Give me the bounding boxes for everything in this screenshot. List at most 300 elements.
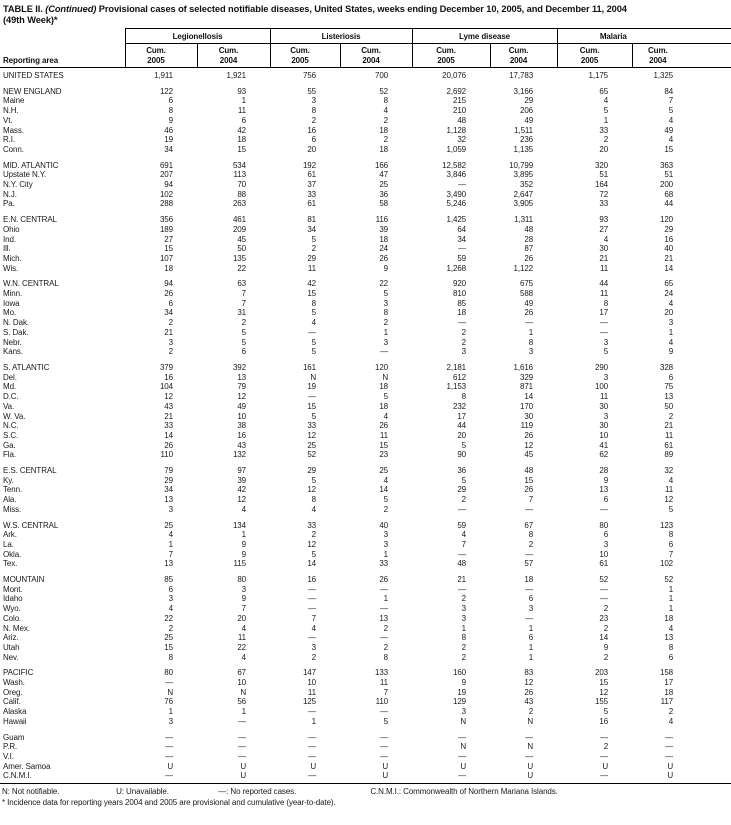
cell-listeriosis-cum-2005: 4 (311, 318, 317, 328)
cell-lyme-disease-cum-2004: 1,616 (513, 362, 534, 372)
cell-lyme-disease-cum-2005: 210 (452, 106, 467, 116)
cell-malaria-cum-2004: 20 (664, 308, 674, 318)
cell-listeriosis-cum-2005: 8 (311, 106, 317, 116)
row-label: S. ATLANTIC (3, 362, 50, 372)
cell-legionellosis-cum-2004: 20 (237, 613, 247, 623)
col-header-malaria-cum-2004: Cum. 2004 (632, 44, 731, 68)
cell-listeriosis-cum-2005: 4 (311, 623, 317, 633)
col-header-lyme-disease-cum-2005: Cum. 2005 (412, 44, 490, 68)
cell-malaria-cum-2005: 28 (599, 466, 609, 476)
cell-malaria-cum-2004: 65 (664, 279, 674, 289)
cell-malaria-cum-2004: 18 (664, 687, 674, 697)
cell-malaria-cum-2005: 6 (603, 530, 609, 540)
cell-malaria-cum-2004: 49 (664, 125, 674, 135)
table-row-s-dak (0, 328, 731, 338)
cell-listeriosis-cum-2005: 5 (311, 234, 317, 244)
cell-legionellosis-cum-2005: 8 (168, 652, 173, 662)
table-title-label: TABLE II. (3, 4, 43, 14)
cell-legionellosis-cum-2005: 76 (164, 697, 173, 707)
cell-listeriosis-cum-2004: — (380, 707, 389, 717)
row-label: Mass. (3, 125, 24, 135)
row-label: N.C. (3, 421, 19, 431)
row-label: Wyo. (3, 604, 21, 614)
cell-listeriosis-cum-2005: 20 (307, 144, 317, 154)
cell-listeriosis-cum-2004: 4 (383, 106, 389, 116)
cell-malaria-cum-2004: 200 (659, 180, 674, 190)
table-row-utah (0, 643, 731, 653)
cell-listeriosis-cum-2004: 2 (383, 318, 389, 328)
cell-legionellosis-cum-2005: 4 (168, 604, 173, 614)
cell-legionellosis-cum-2004: 22 (237, 263, 247, 273)
cell-lyme-disease-cum-2004: 588 (519, 289, 534, 299)
row-label: Ind. (3, 234, 16, 244)
cell-malaria-cum-2005: 52 (599, 575, 609, 585)
cell-legionellosis-cum-2004: 16 (237, 430, 247, 440)
cell-lyme-disease-cum-2004: 57 (524, 559, 534, 569)
cell-legionellosis-cum-2005: 34 (164, 144, 173, 154)
cell-lyme-disease-cum-2005: — (458, 504, 467, 514)
cell-malaria-cum-2005: 5 (603, 106, 609, 116)
cell-malaria-cum-2004: 17 (664, 678, 674, 688)
cell-listeriosis-cum-2004: 2 (383, 135, 389, 145)
cell-listeriosis-cum-2005: 5 (311, 475, 317, 485)
cell-lyme-disease-cum-2005: 1,128 (446, 125, 467, 135)
cell-legionellosis-cum-2004: 5 (241, 337, 247, 347)
cell-legionellosis-cum-2004: 88 (237, 189, 247, 199)
row-label: Ark. (3, 530, 17, 540)
cell-legionellosis-cum-2004: 209 (232, 224, 247, 234)
cell-lyme-disease-cum-2005: 59 (457, 520, 467, 530)
table-row-mass (0, 126, 731, 136)
cell-listeriosis-cum-2005: 33 (307, 421, 317, 431)
col-header-malaria-cum-2005: Cum. 2005 (557, 44, 632, 68)
table-row-w-va (0, 412, 731, 422)
row-label: Nev. (3, 652, 19, 662)
table-row-tenn (0, 485, 731, 495)
cell-lyme-disease-cum-2004: 12 (524, 440, 534, 450)
cell-listeriosis-cum-2004: 3 (383, 530, 389, 540)
cell-listeriosis-cum-2005: 34 (307, 224, 317, 234)
cell-legionellosis-cum-2004: 461 (232, 215, 247, 225)
cell-listeriosis-cum-2005: 2 (311, 115, 317, 125)
row-label: MOUNTAIN (3, 575, 45, 585)
cell-listeriosis-cum-2005: — (308, 752, 317, 761)
cell-legionellosis-cum-2005: 22 (164, 613, 173, 623)
cell-listeriosis-cum-2004: 1 (383, 549, 389, 559)
cell-malaria-cum-2004: 12 (664, 495, 674, 505)
cell-lyme-disease-cum-2005: 2,181 (446, 362, 467, 372)
cell-malaria-cum-2005: 203 (594, 668, 609, 678)
row-label: Tenn. (3, 485, 23, 495)
cell-legionellosis-cum-2004: U (240, 761, 247, 771)
cell-lyme-disease-cum-2004: 49 (524, 115, 534, 125)
cell-malaria-cum-2005: 16 (599, 716, 609, 726)
cell-lyme-disease-cum-2004: 6 (528, 633, 534, 643)
cell-legionellosis-cum-2005: — (125, 771, 197, 783)
cell-lyme-disease-cum-2004: 6 (528, 594, 534, 604)
row-label: Va. (3, 401, 15, 411)
row-label: Ariz. (3, 633, 19, 643)
cell-listeriosis-cum-2005: 5 (311, 549, 317, 559)
cell-legionellosis-cum-2004: 31 (237, 308, 247, 318)
row-label: Amer. Samoa (3, 761, 51, 771)
cell-listeriosis-cum-2005: 2 (311, 244, 317, 254)
cell-listeriosis-cum-2004: 33 (379, 559, 389, 569)
cell-lyme-disease-cum-2004: 236 (519, 135, 534, 145)
table-row-ky (0, 476, 731, 486)
row-label: W.S. CENTRAL (3, 520, 59, 530)
cell-lyme-disease-cum-2005: 29 (457, 485, 467, 495)
cell-lyme-disease-cum-2004: 3 (528, 604, 534, 614)
cell-listeriosis-cum-2005: 81 (307, 215, 317, 225)
cell-malaria-cum-2004: 6 (668, 372, 674, 382)
cell-listeriosis-cum-2004: 18 (379, 382, 389, 392)
cell-legionellosis-cum-2005: 21 (164, 327, 173, 337)
cell-listeriosis-cum-2004: 23 (379, 450, 389, 460)
cell-malaria-cum-2005: — (600, 318, 609, 328)
cell-lyme-disease-cum-2004: 29 (524, 96, 534, 106)
cell-listeriosis-cum-2004: 4 (383, 411, 389, 421)
cell-lyme-disease-cum-2005: 1 (461, 623, 467, 633)
table-row-ga (0, 441, 731, 451)
cell-malaria-cum-2004: 11 (664, 430, 674, 440)
cell-malaria-cum-2005: 13 (599, 485, 609, 495)
cell-lyme-disease-cum-2005: 1,425 (446, 215, 467, 225)
row-label: Mont. (3, 584, 23, 594)
cell-listeriosis-cum-2004: 18 (379, 125, 389, 135)
cell-lyme-disease-cum-2005: 36 (457, 466, 467, 476)
cell-legionellosis-cum-2004: 135 (232, 253, 247, 263)
cell-lyme-disease-cum-2004: 43 (524, 697, 534, 707)
cell-listeriosis-cum-2004: 2 (383, 623, 389, 633)
row-label: S.C. (3, 430, 19, 440)
cell-listeriosis-cum-2005: 16 (307, 125, 317, 135)
table-row-minn (0, 289, 731, 299)
table-header (0, 29, 731, 68)
row-label: NEW ENGLAND (3, 86, 62, 96)
table-row-va (0, 402, 731, 412)
cell-listeriosis-cum-2005: 5 (311, 411, 317, 421)
cell-malaria-cum-2004: 50 (664, 401, 674, 411)
cell-lyme-disease-cum-2004: — (525, 584, 534, 594)
cell-legionellosis-cum-2004: 1,921 (226, 71, 247, 80)
cell-legionellosis-cum-2005: — (165, 678, 173, 688)
cell-malaria-cum-2005: 9 (603, 475, 609, 485)
cell-listeriosis-cum-2004: 52 (379, 86, 389, 96)
cell-malaria-cum-2004: 7 (668, 96, 674, 106)
cell-legionellosis-cum-2004: — (238, 752, 247, 761)
table-row-v-i (0, 752, 731, 762)
cell-listeriosis-cum-2005: — (270, 771, 340, 783)
cell-legionellosis-cum-2005: 6 (168, 298, 173, 308)
cell-listeriosis-cum-2005: 7 (311, 613, 317, 623)
cell-listeriosis-cum-2004: 24 (379, 244, 389, 254)
cell-malaria-cum-2004: 14 (664, 263, 674, 273)
legend-not-notifiable: N: Not notifiable. (2, 787, 60, 797)
cell-legionellosis-cum-2004: 9 (241, 549, 247, 559)
cell-malaria-cum-2005: 3 (603, 337, 609, 347)
cell-malaria-cum-2005: 11 (599, 289, 609, 299)
cell-lyme-disease-cum-2004: 28 (524, 234, 534, 244)
cell-malaria-cum-2004: 32 (664, 466, 674, 476)
cell-legionellosis-cum-2004: 4 (241, 504, 247, 514)
cell-malaria-cum-2004: — (665, 742, 674, 752)
cell-listeriosis-cum-2005: 5 (311, 308, 317, 318)
cell-lyme-disease-cum-2005: 1,153 (446, 382, 467, 392)
cell-malaria-cum-2005: — (600, 584, 609, 594)
cell-listeriosis-cum-2004: 3 (383, 298, 389, 308)
cell-listeriosis-cum-2004: 2 (383, 642, 389, 652)
cell-malaria-cum-2004: 4 (668, 115, 674, 125)
cell-legionellosis-cum-2005: 16 (164, 372, 173, 382)
row-label: N.H. (3, 106, 19, 116)
cell-lyme-disease-cum-2004: 45 (524, 450, 534, 460)
cell-legionellosis-cum-2004: 49 (237, 401, 247, 411)
cell-malaria-cum-2005: 30 (599, 421, 609, 431)
table-row-maine (0, 96, 731, 106)
table-row-tex (0, 559, 731, 569)
cell-lyme-disease-cum-2004: 48 (524, 224, 534, 234)
cell-listeriosis-cum-2005: — (308, 707, 317, 717)
col-header-legionellosis-cum-2005: Cum. 2005 (125, 44, 197, 68)
cell-listeriosis-cum-2004: 1 (383, 327, 389, 337)
row-label: Colo. (3, 613, 22, 623)
legend-unavailable: U: Unavailable. (116, 787, 169, 797)
row-label: N. Dak. (3, 318, 29, 328)
row-label: Idaho (3, 594, 23, 604)
cell-listeriosis-cum-2005: 12 (307, 485, 317, 495)
cell-listeriosis-cum-2005: 33 (307, 189, 317, 199)
cell-listeriosis-cum-2005: 5 (311, 347, 317, 357)
cell-listeriosis-cum-2004: N (382, 372, 389, 382)
cell-malaria-cum-2004: 5 (668, 504, 674, 514)
row-label: Tex. (3, 559, 18, 569)
row-label: N.Y. City (3, 180, 33, 190)
cell-malaria-cum-2004: — (665, 752, 674, 761)
cell-listeriosis-cum-2005: 2 (311, 530, 317, 540)
cell-lyme-disease-cum-2005: 34 (457, 234, 467, 244)
cell-listeriosis-cum-2004: — (380, 633, 389, 643)
table-row-calif (0, 697, 731, 707)
cell-legionellosis-cum-2004: 12 (237, 392, 247, 402)
cell-listeriosis-cum-2004: 40 (379, 520, 389, 530)
cell-legionellosis-cum-2005: 288 (159, 199, 173, 209)
row-label: Maine (3, 96, 25, 106)
row-label: Ga. (3, 440, 16, 450)
table-row-s-c (0, 431, 731, 441)
cell-listeriosis-cum-2005: 14 (307, 559, 317, 569)
cell-listeriosis-cum-2005: 3 (311, 96, 317, 106)
col-header-legionellosis-cum-2004: Cum. 2004 (197, 44, 270, 68)
cell-lyme-disease-cum-2004: 1 (528, 327, 534, 337)
cell-legionellosis-cum-2004: 10 (237, 678, 247, 688)
cell-listeriosis-cum-2004: 3 (383, 337, 389, 347)
cell-legionellosis-cum-2004: 97 (237, 466, 247, 476)
cell-legionellosis-cum-2004: 18 (237, 135, 247, 145)
cell-malaria-cum-2005: 33 (599, 125, 609, 135)
cell-malaria-cum-2004: 4 (668, 298, 674, 308)
cell-listeriosis-cum-2005: U (310, 761, 317, 771)
row-label: Del. (3, 372, 17, 382)
table-row-idaho (0, 594, 731, 604)
cell-legionellosis-cum-2004: 7 (241, 289, 247, 299)
cell-lyme-disease-cum-2004: U (527, 761, 534, 771)
cell-lyme-disease-cum-2005: 3,490 (446, 189, 467, 199)
cell-lyme-disease-cum-2005: U (460, 761, 467, 771)
cell-listeriosis-cum-2004: 25 (379, 180, 389, 190)
table-row-new-england (0, 81, 731, 97)
cell-legionellosis-cum-2004: 113 (233, 170, 247, 180)
cell-lyme-disease-cum-2005: 7 (461, 539, 467, 549)
cell-legionellosis-cum-2004: 6 (241, 115, 247, 125)
cell-malaria-cum-2004: 6 (668, 539, 674, 549)
row-label: La. (3, 539, 14, 549)
cell-legionellosis-cum-2005: 2 (168, 318, 173, 328)
cell-legionellosis-cum-2004: 6 (241, 347, 247, 357)
row-label: Miss. (3, 504, 22, 514)
cell-lyme-disease-cum-2004: 675 (519, 279, 534, 289)
cell-legionellosis-cum-2005: 3 (168, 716, 173, 726)
cell-lyme-disease-cum-2004: 3 (528, 347, 534, 357)
cell-listeriosis-cum-2004: 3 (383, 539, 389, 549)
cell-listeriosis-cum-2004: 26 (379, 421, 389, 431)
cell-legionellosis-cum-2005: 6 (168, 584, 173, 594)
table-row-n-mex (0, 624, 731, 634)
cell-listeriosis-cum-2004: 5 (383, 495, 389, 505)
group-header-lyme-disease: Lyme disease (412, 29, 557, 44)
cell-listeriosis-cum-2004: 47 (379, 170, 389, 180)
cell-legionellosis-cum-2005: 29 (164, 475, 173, 485)
cell-malaria-cum-2004: 40 (664, 244, 674, 254)
cell-legionellosis-cum-2004: 1 (241, 530, 247, 540)
cell-malaria-cum-2004: 1 (668, 594, 674, 604)
cell-malaria-cum-2005: 72 (599, 189, 609, 199)
cell-listeriosis-cum-2004: 18 (379, 234, 389, 244)
cell-legionellosis-cum-2004: 134 (232, 520, 247, 530)
row-label: Fla. (3, 450, 16, 460)
cell-lyme-disease-cum-2004: 87 (524, 244, 534, 254)
reporting-area-header: Reporting area (0, 29, 125, 68)
cell-malaria-cum-2005: 21 (599, 253, 609, 263)
cell-lyme-disease-cum-2005: — (458, 549, 467, 559)
group-header-legionellosis: Legionellosis (125, 29, 270, 44)
cell-malaria-cum-2004: 1,325 (653, 71, 674, 80)
cell-legionellosis-cum-2005: 14 (164, 430, 173, 440)
cell-legionellosis-cum-2004: 9 (241, 539, 247, 549)
table-row-hawaii (0, 717, 731, 727)
cell-listeriosis-cum-2005: 42 (307, 279, 317, 289)
cell-malaria-cum-2004: 24 (664, 289, 674, 299)
cell-lyme-disease-cum-2004: 48 (524, 466, 534, 476)
cell-malaria-cum-2005: 61 (599, 559, 609, 569)
cell-lyme-disease-cum-2005: 160 (452, 668, 467, 678)
table-row-pacific (0, 662, 731, 678)
row-label: N. Mex. (3, 623, 30, 633)
cell-malaria-cum-2004: 8 (668, 642, 674, 652)
cell-listeriosis-cum-2005: 5 (311, 337, 317, 347)
table-row-wash (0, 678, 731, 688)
cell-lyme-disease-cum-2005: 2 (461, 642, 467, 652)
cell-legionellosis-cum-2004: 80 (237, 575, 247, 585)
cell-malaria-cum-2005: 3 (603, 411, 609, 421)
cell-lyme-disease-cum-2005: 4 (461, 530, 467, 540)
cell-legionellosis-cum-2005: 21 (164, 411, 173, 421)
cell-malaria-cum-2005: 41 (599, 440, 609, 450)
cell-lyme-disease-cum-2004: 170 (519, 401, 534, 411)
cell-legionellosis-cum-2004: 263 (232, 199, 247, 209)
cell-malaria-cum-2005: 3 (603, 539, 609, 549)
table-row-e-s-central (0, 460, 731, 476)
legend-no-reported-cases: —: No reported cases. (218, 787, 297, 797)
cell-legionellosis-cum-2004: 42 (237, 125, 247, 135)
cell-legionellosis-cum-2005: 207 (159, 170, 173, 180)
cell-lyme-disease-cum-2004: 26 (524, 485, 534, 495)
cell-listeriosis-cum-2004: — (380, 604, 389, 614)
table-row-n-j (0, 190, 731, 200)
cell-legionellosis-cum-2005: 104 (159, 382, 173, 392)
cell-listeriosis-cum-2004: 1 (383, 594, 389, 604)
table-row-w-n-central (0, 273, 731, 289)
cell-malaria-cum-2004: 117 (660, 697, 674, 707)
cell-listeriosis-cum-2004: 8 (383, 96, 389, 106)
cell-legionellosis-cum-2004: 45 (237, 234, 247, 244)
cell-legionellosis-cum-2005: 1 (168, 707, 173, 717)
cell-lyme-disease-cum-2004: 1,311 (514, 215, 534, 225)
cell-lyme-disease-cum-2004: 49 (524, 298, 534, 308)
row-label: UNITED STATES (3, 71, 64, 80)
cell-malaria-cum-2004: 61 (664, 440, 674, 450)
row-label: Guam (3, 732, 25, 742)
table-row-fla (0, 450, 731, 460)
cell-legionellosis-cum-2005: 18 (164, 263, 173, 273)
table-row-e-n-central (0, 209, 731, 225)
cell-listeriosis-cum-2004: 9 (383, 263, 389, 273)
cell-listeriosis-cum-2005: 3 (311, 642, 317, 652)
group-header-listeriosis: Listeriosis (270, 29, 412, 44)
table-row-ariz (0, 633, 731, 643)
table-row-miss (0, 505, 731, 515)
cell-listeriosis-cum-2005: 756 (302, 71, 317, 80)
row-label: Nebr. (3, 337, 22, 347)
col-header-listeriosis-cum-2005: Cum. 2005 (270, 44, 340, 68)
cell-lyme-disease-cum-2005: 2 (461, 652, 467, 662)
cell-legionellosis-cum-2004: 2 (241, 318, 247, 328)
row-label: Iowa (3, 298, 20, 308)
table-row-vt (0, 116, 731, 126)
table-title-week: (49th Week)* (3, 14, 58, 25)
cell-legionellosis-cum-2005: U (167, 761, 173, 771)
cell-legionellosis-cum-2004: — (238, 732, 247, 742)
cell-listeriosis-cum-2005: 11 (307, 263, 317, 273)
cell-malaria-cum-2004: 21 (664, 253, 674, 263)
cell-listeriosis-cum-2004: 8 (383, 652, 389, 662)
table-row-oreg (0, 688, 731, 698)
cell-malaria-cum-2004: 89 (664, 450, 674, 460)
cell-listeriosis-cum-2005: 147 (302, 668, 317, 678)
cell-lyme-disease-cum-2005: 48 (457, 115, 467, 125)
cell-lyme-disease-cum-2005: 18 (457, 308, 467, 318)
cell-lyme-disease-cum-2005: 20,076 (442, 71, 467, 80)
cell-lyme-disease-cum-2004: — (525, 613, 534, 623)
row-label: N.J. (3, 189, 17, 199)
cell-listeriosis-cum-2005: 1 (311, 716, 317, 726)
cell-listeriosis-cum-2004: 5 (383, 392, 389, 402)
cell-legionellosis-cum-2005: 2 (168, 623, 173, 633)
cell-malaria-cum-2005: — (600, 752, 609, 761)
cell-listeriosis-cum-2004: 18 (379, 401, 389, 411)
cell-listeriosis-cum-2004: U (340, 771, 412, 783)
cell-lyme-disease-cum-2004: 7 (528, 495, 534, 505)
